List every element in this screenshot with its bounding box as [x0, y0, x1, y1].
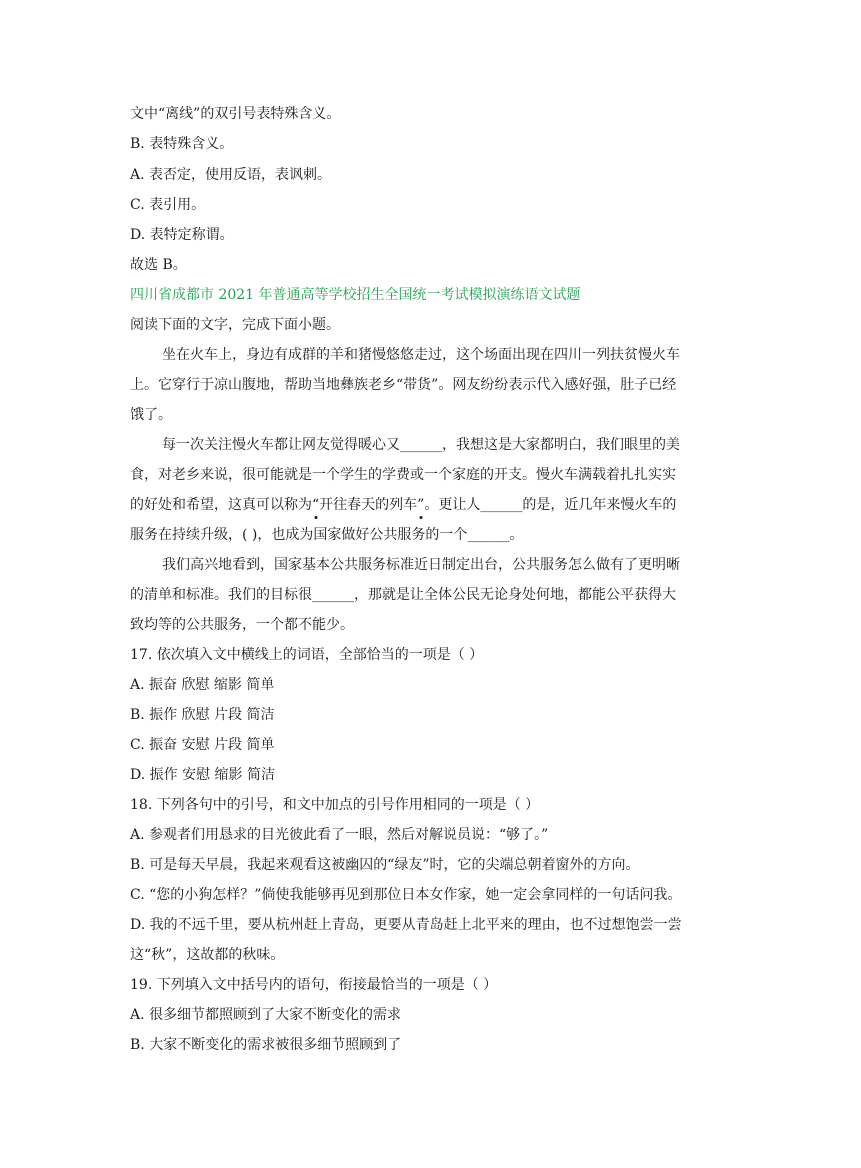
analysis-line: C. 表引用。 [130, 197, 206, 213]
analysis-line: B. 表特殊含义。 [130, 136, 234, 152]
passage-line: 坐在火车上，身边有成群的羊和猪慢悠悠走过，这个场面出现在四川一列扶贫慢火车 [162, 347, 680, 363]
question-17-option-d: D. 振作 安慰 缩影 简洁 [130, 767, 275, 783]
question-19-option-b: B. 大家不断变化的需求被很多细节照顾到了 [130, 1037, 402, 1053]
question-18-option-d-cont: 这“秋”，这故都的秋味。 [130, 947, 285, 963]
analysis-answer: 故选 B。 [130, 257, 187, 273]
question-18-option-a: A. 参观者们用恳求的目光彼此看了一眼，然后对解说员说：“够了。” [130, 827, 549, 843]
passage-line: 致均等的公共服务，一个都不能少。 [130, 617, 354, 633]
analysis-line: 文中“离线”的双引号表特殊含义。 [130, 106, 341, 122]
question-18-option-c: C. “您的小狗怎样？”倘使我能够再见到那位日本女作家，她一定会拿同样的一句话问我。 [130, 887, 682, 903]
passage-line: 我们高兴地看到，国家基本公共服务标准近日制定出台，公共服务怎么做有了更明晰 [162, 557, 680, 573]
analysis-line: A. 表否定，使用反语，表讽刺。 [130, 167, 332, 183]
dotted-close-quote: ” [417, 495, 424, 515]
question-17-option-a: A. 振奋 欣慰 缩影 简单 [130, 677, 275, 693]
question-19-stem: 19. 下列填入文中括号内的语句，衔接最恰当的一项是（ ） [130, 977, 498, 993]
instruction: 阅读下面的文字，完成下面小题。 [130, 317, 340, 333]
emphasis-dot [419, 516, 422, 519]
passage-line-dotted [130, 495, 676, 515]
analysis-line: D. 表特定称谓。 [130, 227, 234, 243]
question-18-option-b: B. 可是每天早晨，我起来观看这被幽囚的“绿友”时，它的尖端总朝着窗外的方向。 [130, 857, 640, 873]
question-17-option-b: B. 振作 欣慰 片段 简洁 [130, 707, 275, 723]
source-title: 四川省成都市 2021 年普通高等学校招生全国统一考试模拟演练语文试题 [130, 287, 581, 303]
passage-line: 饿了。 [130, 407, 172, 423]
emphasis-dot [314, 516, 317, 519]
passage-line: 每一次关注慢火车都让网友觉得暖心又______，我想这是大家都明白，我们眼里的美 [162, 437, 680, 453]
passage-line: 食，对老乡来说，很可能就是一个学生的学费或一个家庭的开支。慢火车满载着扎扎实实 [130, 467, 676, 483]
passage-text: 开往春天的列车 [319, 497, 418, 513]
question-19-option-a: A. 很多细节都照顾到了大家不断变化的需求 [130, 1007, 402, 1023]
question-18-stem: 18. 下列各句中的引号，和文中加点的引号作用相同的一项是（ ） [130, 797, 540, 813]
passage-text: 的好处和希望，这真可以称为 [130, 497, 312, 513]
question-17-option-c: C. 振奋 安慰 片段 简单 [130, 737, 275, 753]
passage-line: 上。它穿行于凉山腹地，帮助当地彝族老乡“带货”。网友纷纷表示代入感好强，肚子已经 [130, 377, 677, 393]
passage-text: 。更让人______的是，近几年来慢火车的 [424, 497, 677, 513]
dotted-open-quote: “ [312, 495, 319, 515]
question-17-stem: 17. 依次填入文中横线上的词语，全部恰当的一项是（ ） [130, 647, 484, 663]
passage-line: 的清单和标准。我们的目标很______，那就是让全体公民无论身处何地，都能公平获得大 [130, 587, 676, 603]
question-18-option-d: D. 我的不远千里，要从杭州赶上青岛，更要从青岛赶上北平来的理由，也不过想饱尝一尝 [130, 917, 682, 933]
passage-line: 服务在持续升级，( )，也成为国家做好公共服务的一个______。 [130, 527, 524, 543]
